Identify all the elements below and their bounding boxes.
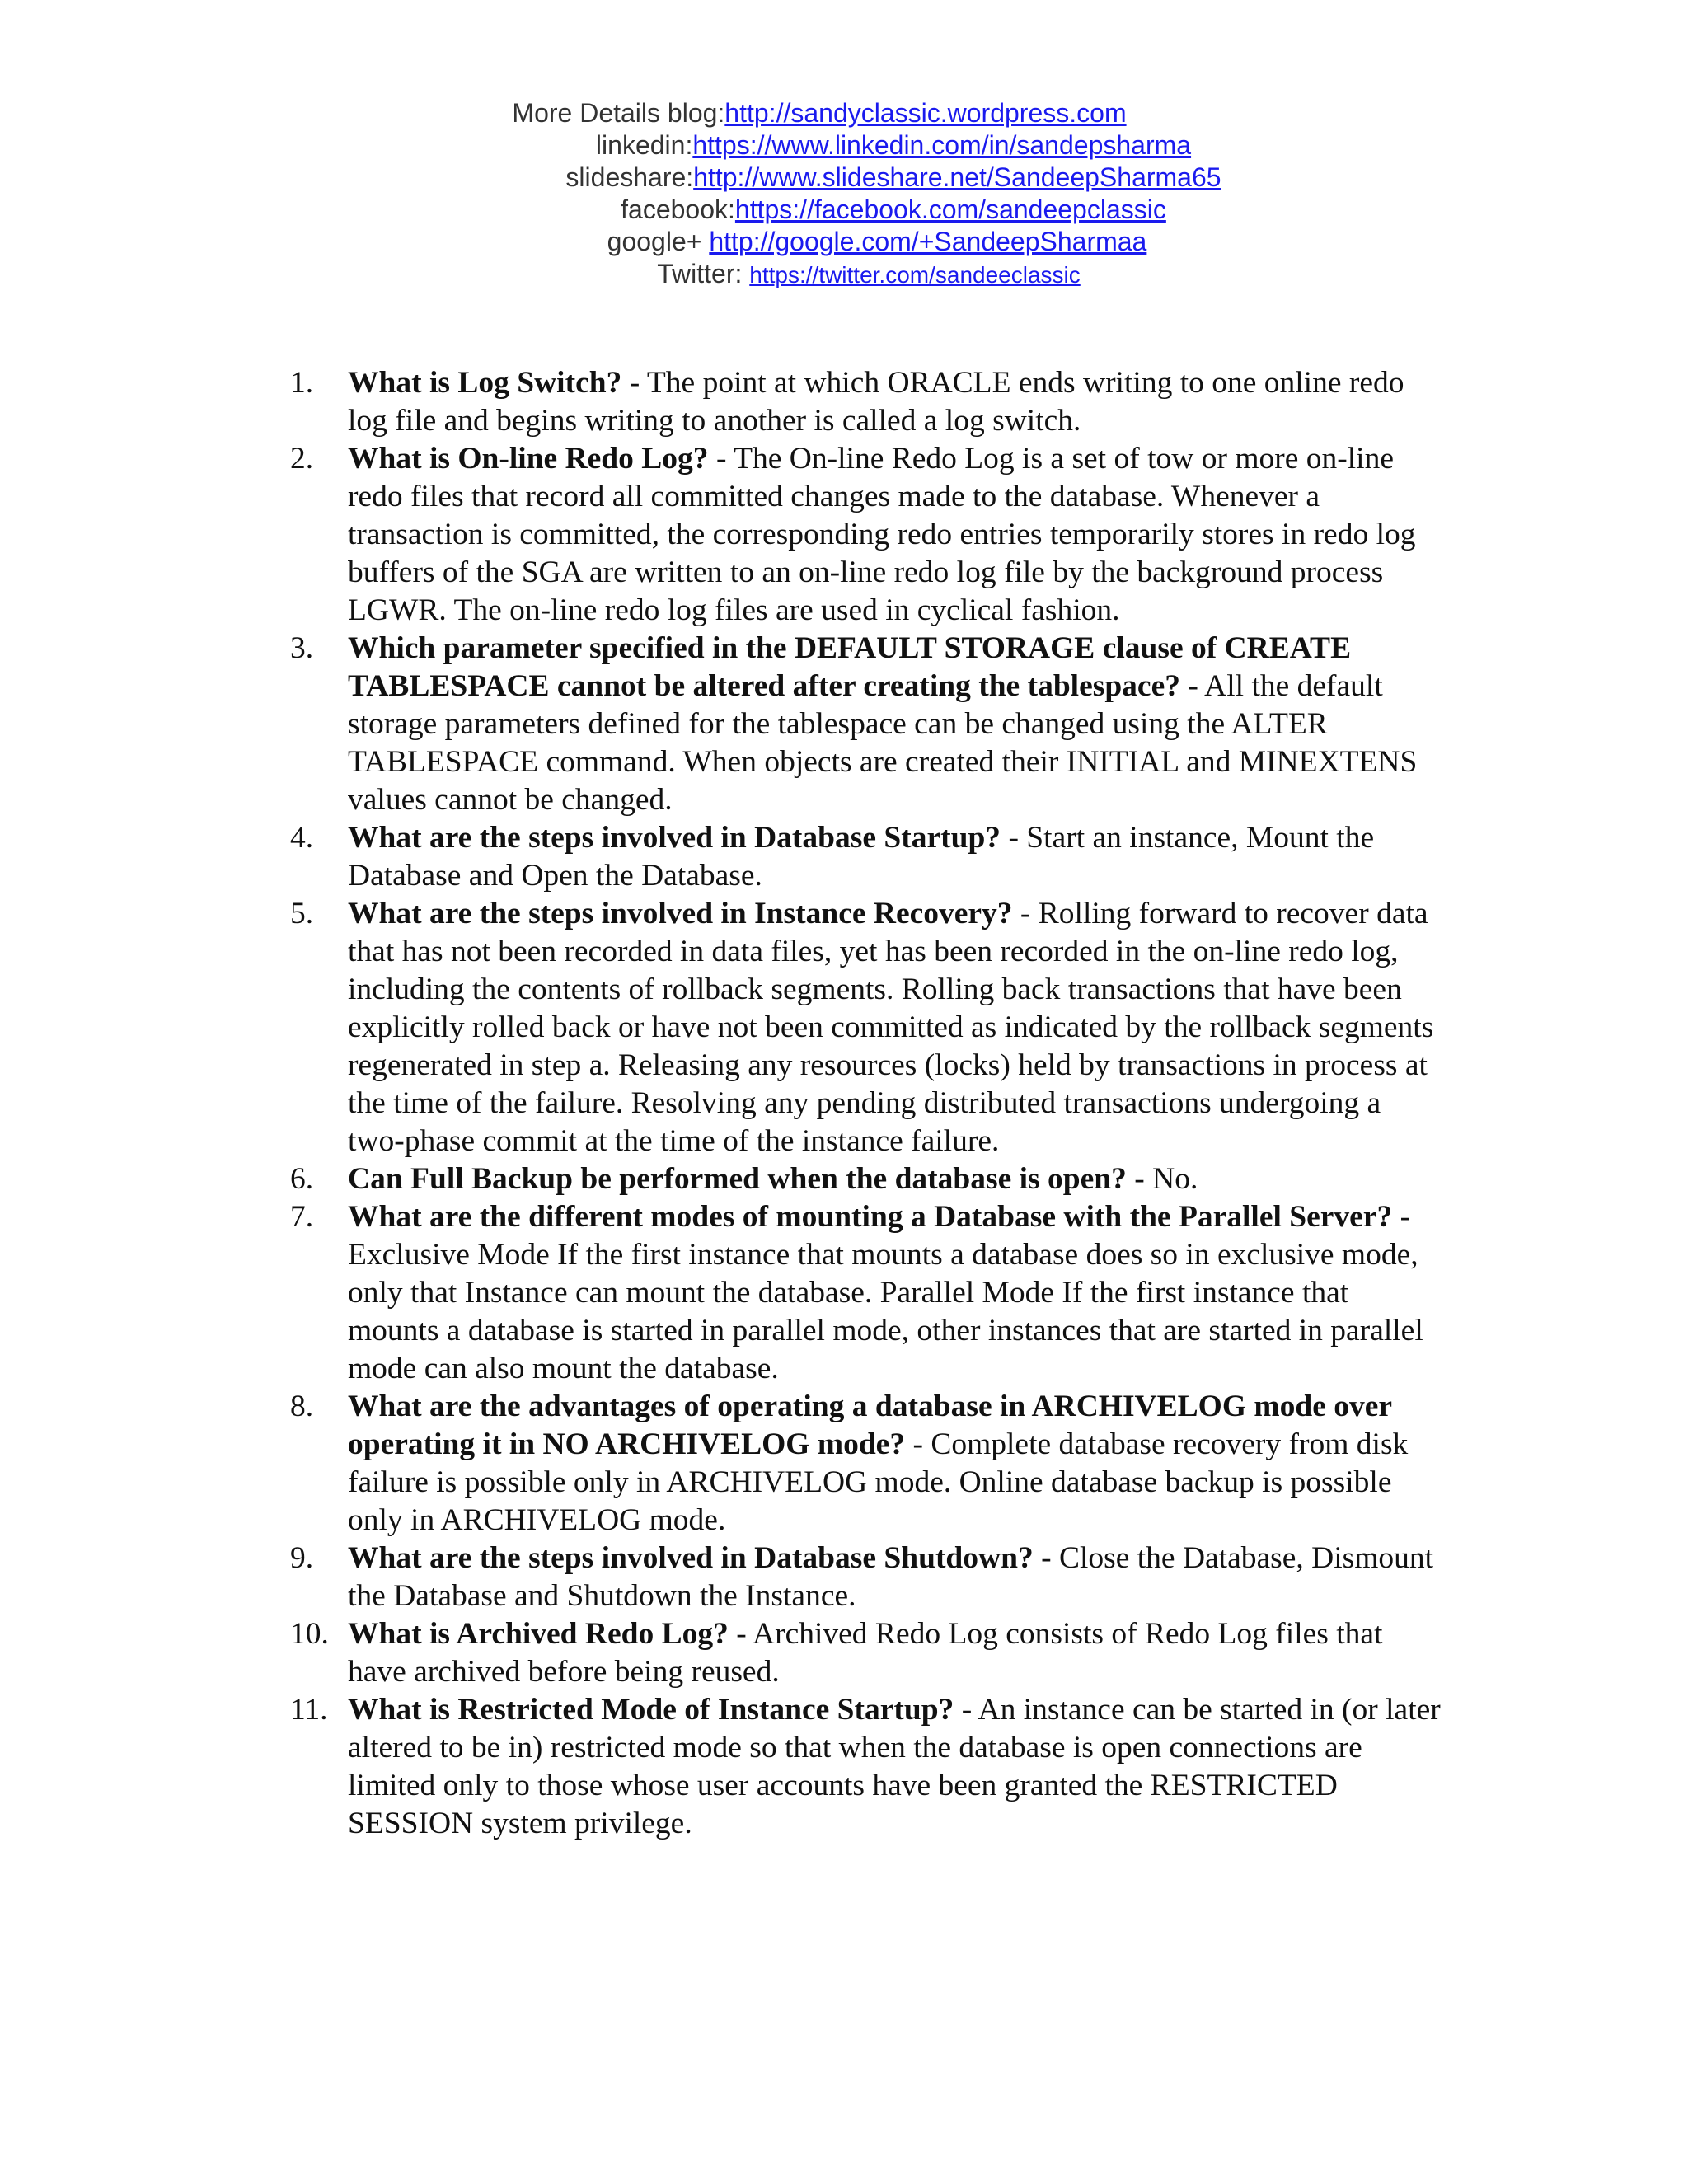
item-number: 5. xyxy=(290,897,314,930)
list-item xyxy=(290,1691,1444,1843)
item-number: 4. xyxy=(290,821,314,855)
header-label: facebook: xyxy=(621,194,735,224)
question-text: What is Log Switch? xyxy=(348,366,622,400)
item-number: 1. xyxy=(290,366,314,400)
question-list xyxy=(290,364,1444,1843)
item-number: 7. xyxy=(290,1200,314,1234)
answer-text: - Close the Database, Dismount the Database and Shutdown the Instance. xyxy=(348,1541,1434,1613)
question-text: What is Archived Redo Log? xyxy=(348,1617,729,1651)
header-line-blog xyxy=(0,97,1688,129)
facebook-link[interactable]: https://facebook.com/sandeepclassic xyxy=(734,194,1166,224)
question-text: What are the advantages of operating a database in ARCHIVELOG mode over operating it in NO ARCHIVELOG mode? xyxy=(348,1390,1392,1461)
blog-link[interactable]: http://sandyclassic.wordpress.com xyxy=(724,98,1127,128)
item-number: 8. xyxy=(290,1390,314,1423)
list-item xyxy=(290,440,1444,630)
answer-text: - Rolling forward to recover data that has not been recorded in data files, yet has been recorded in the on-line redo log, including the contents of rollback segments. Rolling back transactions that have been explicitly rolled back or have not been committed as indicated by the rollback segments regenerated in step a. Releasing any resources (locks) held by transactions in process at the time of the failure. Resolving any pending distributed transactions undergoing a two-phase commit at the time of the instance failure. xyxy=(348,897,1434,1158)
item-number: 6. xyxy=(290,1162,314,1196)
item-number: 9. xyxy=(290,1541,314,1575)
answer-text: - Exclusive Mode If the first instance that mounts a database does so in exclusive mode, only that Instance can mount the database. Parallel Mode If the first instance that mounts a database is started in parallel mode, other instances that are started in parallel mode can also mount the database. xyxy=(348,1200,1423,1385)
list-item xyxy=(290,1198,1444,1388)
answer-text: - Start an instance, Mount the Database and Open the Database. xyxy=(348,821,1375,893)
question-text: What are the steps involved in Database Shutdown? xyxy=(348,1541,1034,1575)
header-line-google xyxy=(0,226,1688,258)
list-item xyxy=(290,819,1444,895)
question-text: Can Full Backup be performed when the database is open? xyxy=(348,1162,1127,1196)
item-number: 3. xyxy=(290,631,314,665)
list-item xyxy=(290,1160,1444,1198)
list-item xyxy=(290,364,1444,440)
header-label: More Details blog: xyxy=(512,98,725,128)
header-line-twitter xyxy=(0,258,1688,291)
question-text: What are the different modes of mounting a Database with the Parallel Server? xyxy=(348,1200,1393,1234)
header-label: google+ xyxy=(607,227,710,256)
answer-text: - Complete database recovery from disk failure is possible only in ARCHIVELOG mode. Online database backup is possible only in ARCHIVELOG mode. xyxy=(348,1427,1409,1537)
header-label: linkedin: xyxy=(595,130,693,160)
header-line-facebook xyxy=(0,194,1688,226)
list-item xyxy=(290,1540,1444,1615)
question-text: What is Restricted Mode of Instance Startup? xyxy=(348,1693,954,1727)
list-item xyxy=(290,1615,1444,1691)
item-number: 10. xyxy=(290,1617,329,1651)
answer-text: - All the default storage parameters defined for the tablespace can be changed using the ALTER TABLESPACE command. When objects are created their INITIAL and MINEXTENS values cannot be changed. xyxy=(348,669,1418,817)
twitter-link[interactable]: https://twitter.com/sandeeclassic xyxy=(749,262,1081,288)
header-label: Twitter: xyxy=(657,259,750,288)
slideshare-link[interactable]: http://www.slideshare.net/SandeepSharma65 xyxy=(693,162,1221,192)
answer-text: - The On-line Redo Log is a set of tow or more on-line redo files that record all committed changes made to the database. Whenever a transaction is committed, the corresponding redo entries temporarily stores in redo log buffers of the SGA are written to an on-line redo log file by the background process LGWR. The on-line redo log files are used in cyclical fashion. xyxy=(348,442,1416,627)
item-number: 2. xyxy=(290,442,314,476)
answer-text: - An instance can be started in (or later altered to be in) restricted mode so that when the database is open connections are limited only to those whose user accounts have been granted the RESTRICTED SESSION system privilege. xyxy=(348,1693,1441,1840)
question-text: What are the steps involved in Instance Recovery? xyxy=(348,897,1013,930)
item-number: 11. xyxy=(290,1693,328,1727)
header-line-linkedin xyxy=(0,129,1688,162)
header-label: slideshare: xyxy=(565,162,694,192)
linkedin-link[interactable]: https://www.linkedin.com/in/sandepsharma xyxy=(692,130,1192,160)
question-text: What are the steps involved in Database Startup? xyxy=(348,821,1001,855)
header-line-slideshare xyxy=(0,162,1688,194)
answer-text: - The point at which ORACLE ends writing to one online redo log file and begins writing to another is called a log switch. xyxy=(348,366,1404,438)
google-link[interactable]: http://google.com/+SandeepSharmaa xyxy=(709,227,1147,256)
answer-text: - Archived Redo Log consists of Redo Log files that have archived before being reused. xyxy=(348,1617,1383,1689)
list-item xyxy=(290,895,1444,1160)
question-text: Which parameter specified in the DEFAULT STORAGE clause of CREATE TABLESPACE cannot be altered after creating the tablespace? xyxy=(348,631,1352,703)
answer-text: - No. xyxy=(1126,1162,1198,1196)
list-item xyxy=(290,1388,1444,1540)
list-item xyxy=(290,630,1444,819)
question-text: What is On-line Redo Log? xyxy=(348,442,709,476)
contact-header xyxy=(0,97,1688,291)
